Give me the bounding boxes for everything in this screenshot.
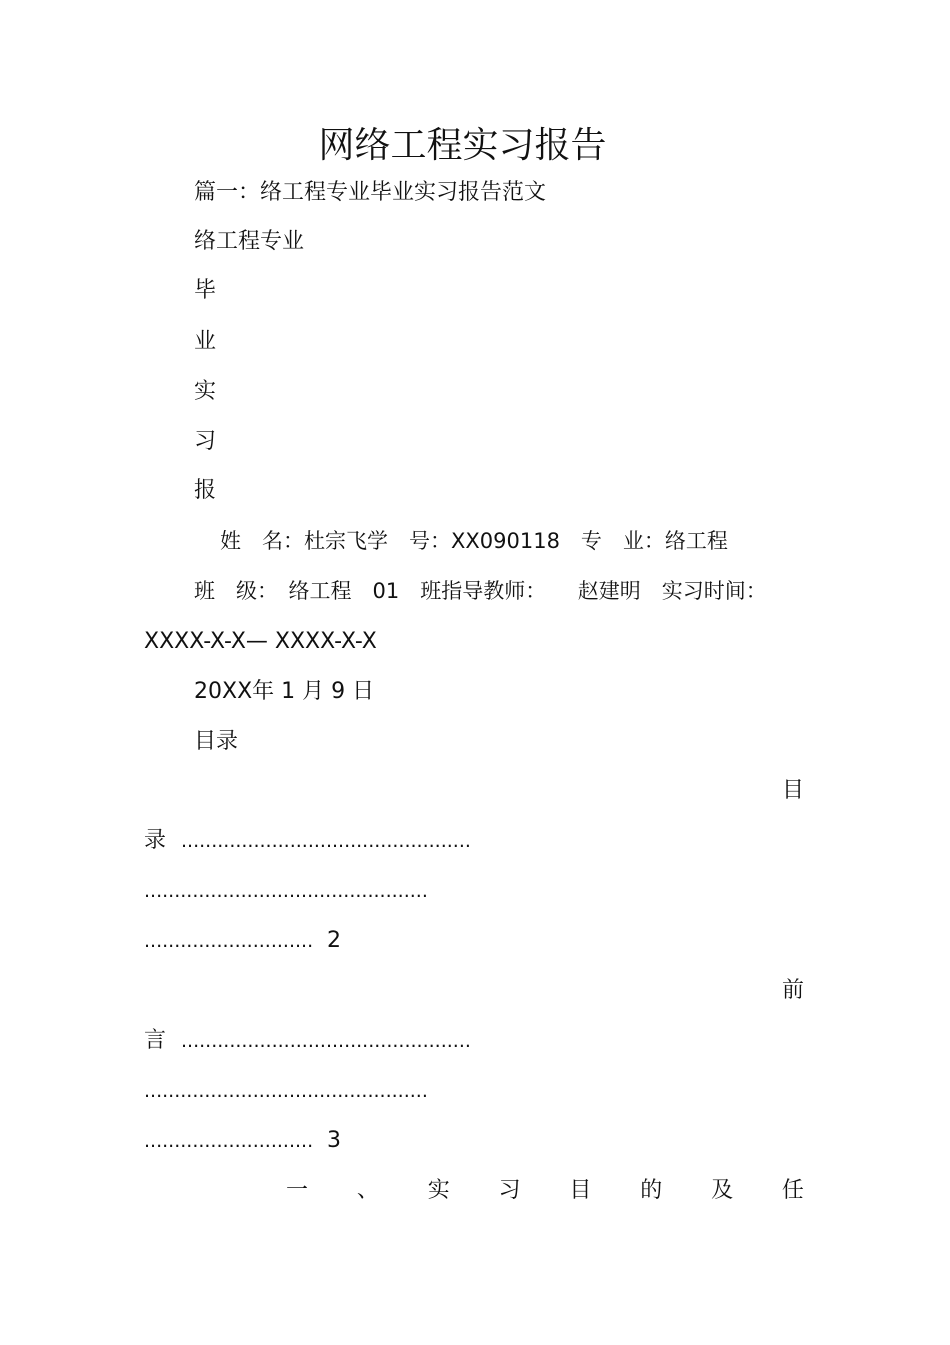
section-heading-char: 、 <box>356 1178 379 1203</box>
vertical-char: 习 <box>194 429 217 454</box>
toc-entry-char: 目 <box>782 778 805 803</box>
document-title: 网络工程实习报告 <box>318 125 607 166</box>
student-info-line: 姓 名：杜宗飞学 号：XX090118 专 业：络工程 <box>220 529 728 553</box>
vertical-char: 业 <box>194 329 217 354</box>
internship-date-range: XXXX-X-X— XXXX-X-X <box>144 629 377 654</box>
section-heading-char: 目 <box>569 1178 592 1203</box>
toc-heading: 目录 <box>194 729 239 754</box>
toc-entry-char: 录 <box>144 828 167 853</box>
class-info-line: 班 级： 络工程 01 班指导教师： 赵建明 实习时间： <box>194 579 767 603</box>
report-date: 20XX年 1 月 9 日 <box>194 679 375 704</box>
section-heading <box>286 1176 804 1206</box>
toc-leader-dots: ............................ <box>144 930 314 952</box>
toc-leader-dots: ............................................... <box>144 1080 428 1102</box>
section-heading-char: 及 <box>711 1178 734 1203</box>
section-heading-char: 实 <box>427 1178 450 1203</box>
toc-leader-dots: ............................ <box>144 1130 314 1152</box>
major-line: 络工程专业 <box>194 229 305 254</box>
section-heading-char: 的 <box>640 1178 663 1203</box>
toc-leader-dots: ................................................ <box>181 1030 471 1052</box>
toc-entry-char: 言 <box>144 1028 167 1053</box>
toc-page-number: 3 <box>327 1128 341 1153</box>
document-subtitle: 篇一：络工程专业毕业实习报告范文 <box>194 180 547 205</box>
toc-leader-dots: ............................................... <box>144 880 428 902</box>
toc-entry-char: 前 <box>782 978 805 1003</box>
vertical-char: 实 <box>194 379 217 404</box>
section-heading-char: 一 <box>286 1178 309 1203</box>
toc-leader-dots: ................................................ <box>181 830 471 852</box>
vertical-char: 报 <box>194 478 217 503</box>
section-heading-char: 习 <box>498 1178 521 1203</box>
vertical-char: 毕 <box>194 278 217 303</box>
toc-page-number: 2 <box>327 928 341 953</box>
section-heading-char: 任 <box>781 1178 804 1203</box>
